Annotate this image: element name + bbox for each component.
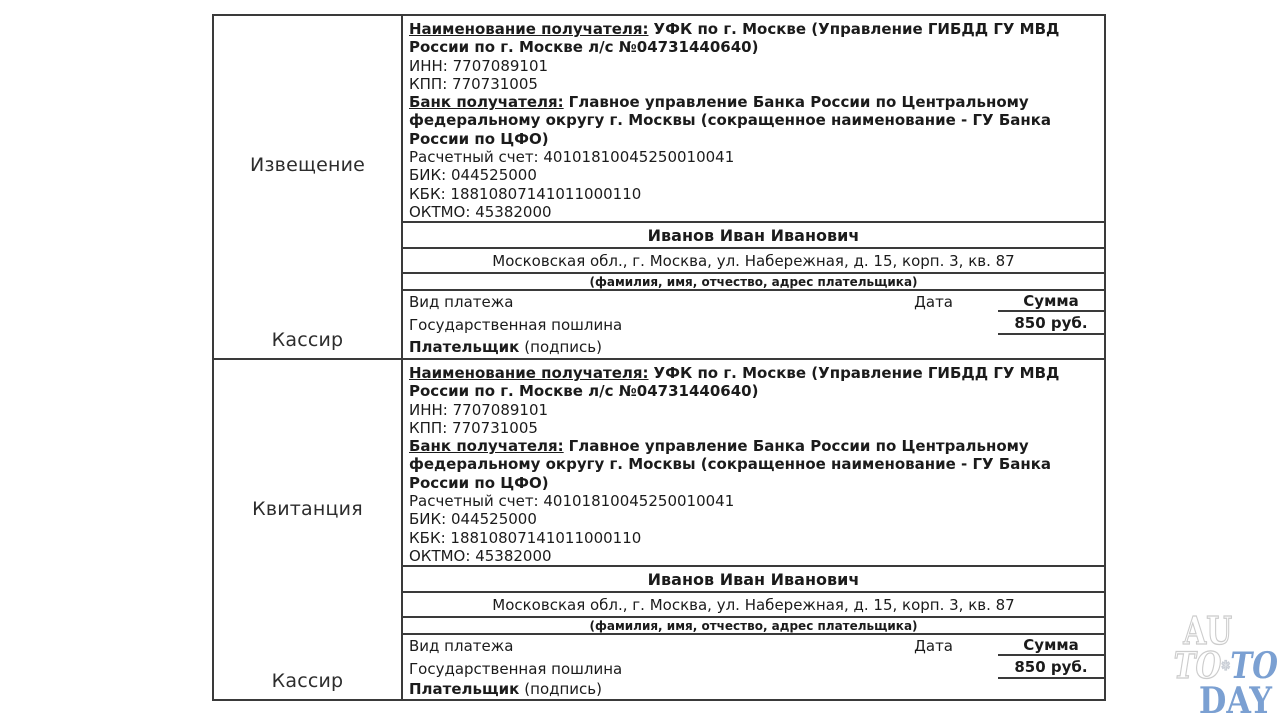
payer-signature-row bbox=[409, 679, 1104, 699]
notice-label: Извещение bbox=[249, 154, 366, 176]
kbk-line: КБК: 18810807141011000110 bbox=[409, 528, 642, 547]
amount-cell: 850 руб. bbox=[998, 312, 1104, 335]
bank-name-line-3: России по ЦФО) bbox=[409, 473, 549, 492]
account-line: Расчетный счет: 40101810045250010041 bbox=[409, 492, 735, 511]
gear-icon: ✱ bbox=[1221, 659, 1231, 674]
payment-header-row bbox=[409, 291, 1104, 312]
bank-name-line-1 bbox=[409, 437, 1104, 455]
bank-name-line-2: федеральному округу г. Москвы (сокращенное наименование - ГУ Банка bbox=[409, 111, 1052, 130]
recipient-info-block bbox=[403, 16, 1104, 221]
sum-header-cell: Сумма bbox=[998, 635, 1104, 656]
inn-line: ИНН: 7707089101 bbox=[409, 56, 549, 75]
receipt-details-column bbox=[403, 360, 1104, 699]
bank-name-part-1: Главное управление Банка России по Центральному bbox=[568, 437, 1029, 456]
payment-amount-row bbox=[409, 656, 1104, 679]
date-label: Дата bbox=[914, 637, 953, 655]
payer-address-row: Московская обл., г. Москва, ул. Набережная, д. 15, корп. 3, кв. 87 bbox=[403, 247, 1104, 272]
receipt-side-column bbox=[214, 360, 403, 699]
bank-label: Банк получателя: bbox=[409, 93, 564, 112]
recipient-info-block bbox=[403, 360, 1104, 565]
payment-block bbox=[403, 291, 1104, 358]
payment-name-label: Государственная пошлина bbox=[409, 660, 623, 678]
bank-name-part-1: Главное управление Банка России по Центральному bbox=[568, 93, 1029, 112]
payment-header-row bbox=[409, 635, 1104, 656]
payer-caption-row: (фамилия, имя, отчество, адрес плательщика) bbox=[403, 616, 1104, 635]
payment-block bbox=[403, 635, 1104, 699]
payer-caption-row: (фамилия, имя, отчество, адрес плательщика) bbox=[403, 272, 1104, 291]
amount-cell: 850 руб. bbox=[998, 656, 1104, 679]
oktmo-line: ОКТМО: 45382000 bbox=[409, 202, 552, 221]
sum-header-cell: Сумма bbox=[998, 291, 1104, 312]
payment-receipt-table bbox=[212, 14, 1106, 701]
cashier-label: Кассир bbox=[271, 329, 344, 351]
notice-section bbox=[214, 16, 1104, 360]
payment-type-label: Вид платежа bbox=[409, 637, 514, 655]
kpp-line: КПП: 770731005 bbox=[409, 418, 538, 437]
watermark-to-white: TO bbox=[1173, 645, 1222, 687]
bank-name-line-1 bbox=[409, 93, 1104, 111]
oktmo-line: ОКТМО: 45382000 bbox=[409, 546, 552, 565]
bik-line: БИК: 044525000 bbox=[409, 166, 537, 185]
bik-line: БИК: 044525000 bbox=[409, 510, 537, 529]
payment-type-label: Вид платежа bbox=[409, 293, 514, 311]
recipient-label: Наименование получателя: bbox=[409, 364, 649, 382]
payer-label: Плательщик bbox=[409, 680, 520, 698]
payment-amount-row bbox=[409, 312, 1104, 335]
recipient-name-line-2: России по г. Москве л/с №04731440640) bbox=[409, 38, 759, 57]
payer-address-row: Московская обл., г. Москва, ул. Набережная, д. 15, корп. 3, кв. 87 bbox=[403, 591, 1104, 616]
notice-side-column bbox=[214, 16, 403, 358]
notice-details-column bbox=[403, 16, 1104, 358]
recipient-name-part-1: УФК по г. Москве (Управление ГИБДД ГУ МВД bbox=[653, 364, 1060, 382]
inn-line: ИНН: 7707089101 bbox=[409, 400, 549, 419]
bank-name-line-2: федеральному округу г. Москвы (сокращенное наименование - ГУ Банка bbox=[409, 455, 1052, 474]
bank-name-line-3: России по ЦФО) bbox=[409, 129, 549, 148]
cashier-label: Кассир bbox=[271, 670, 344, 692]
signature-label: (подпись) bbox=[524, 337, 602, 356]
signature-label: (подпись) bbox=[524, 680, 602, 698]
watermark-text-au: AU bbox=[1183, 608, 1233, 653]
payer-label: Плательщик bbox=[409, 337, 520, 356]
recipient-name-line-2: России по г. Москве л/с №04731440640) bbox=[409, 382, 759, 401]
payment-name-label: Государственная пошлина bbox=[409, 316, 623, 334]
watermark-text-day: DAY bbox=[1198, 680, 1272, 722]
receipt-label: Квитанция bbox=[252, 498, 363, 520]
recipient-name-part-1: УФК по г. Москве (Управление ГИБДД ГУ МВД bbox=[653, 20, 1060, 38]
autotoday-watermark bbox=[1152, 608, 1278, 722]
payer-name-row: Иванов Иван Иванович bbox=[403, 565, 1104, 591]
bank-label: Банк получателя: bbox=[409, 437, 564, 456]
watermark-to-blue: TO bbox=[1230, 645, 1278, 687]
date-label: Дата bbox=[914, 293, 953, 311]
kbk-line: КБК: 18810807141011000110 bbox=[409, 184, 642, 203]
payer-name-row: Иванов Иван Иванович bbox=[403, 221, 1104, 247]
recipient-name-line-1 bbox=[409, 364, 1104, 382]
recipient-label: Наименование получателя: bbox=[409, 20, 649, 38]
kpp-line: КПП: 770731005 bbox=[409, 74, 538, 93]
watermark-text-toto bbox=[1173, 645, 1278, 687]
account-line: Расчетный счет: 40101810045250010041 bbox=[409, 148, 735, 167]
receipt-section bbox=[214, 360, 1104, 699]
recipient-name-line-1 bbox=[409, 20, 1104, 38]
payer-signature-row bbox=[409, 335, 1104, 358]
